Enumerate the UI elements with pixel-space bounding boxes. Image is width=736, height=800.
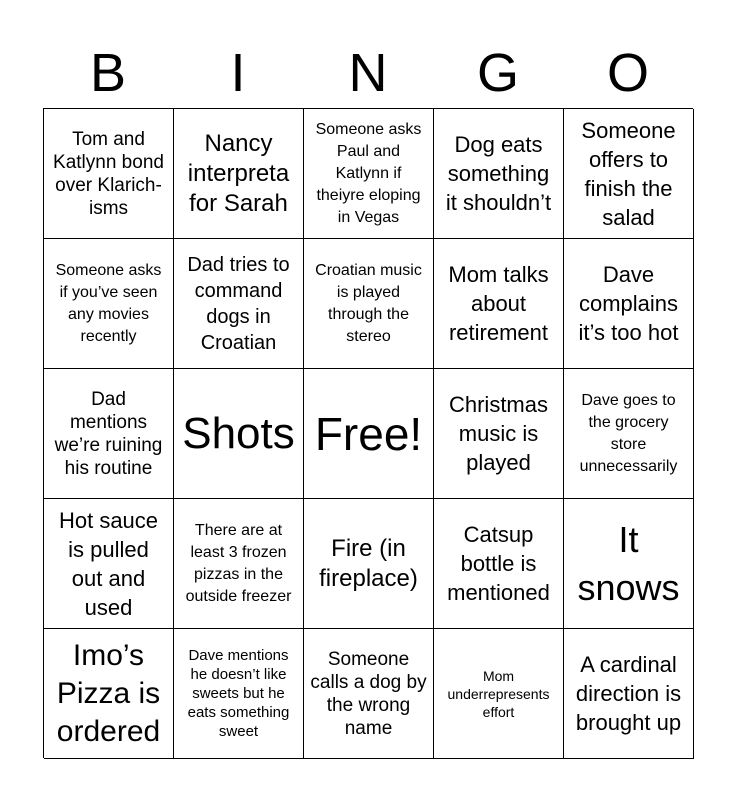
- cell-text: Dog eats something it shouldn’t: [445, 132, 552, 215]
- cell-text: Mom talks about retirement: [448, 262, 549, 345]
- cell-text: Nancy interpreta for Sarah: [187, 129, 290, 217]
- header-letter-g: G: [476, 43, 519, 103]
- bingo-header: [43, 40, 693, 106]
- cell-text: Mom underrepresents effort: [447, 667, 550, 720]
- bingo-cell-r2c4[interactable]: [434, 239, 564, 369]
- bingo-cell-r1c4[interactable]: [434, 109, 564, 239]
- cell-text: Croatian music is played through the stereo: [315, 261, 422, 345]
- bingo-cell-r4c3[interactable]: [304, 499, 434, 629]
- bingo-cell-r4c4[interactable]: [434, 499, 564, 629]
- cell-text: A cardinal direction is brought up: [575, 652, 682, 735]
- bingo-cell-r1c3[interactable]: [304, 109, 434, 239]
- cell-text: Dave goes to the grocery store unnecessarily: [579, 391, 678, 475]
- header-letter-b: B: [89, 43, 127, 103]
- bingo-cell-r4c5[interactable]: [564, 499, 694, 629]
- bingo-cell-r2c2[interactable]: [174, 239, 304, 369]
- cell-text: Tom and Katlynn bond over Klarich-isms: [53, 128, 164, 219]
- cell-text: Hot sauce is pulled out and used: [58, 507, 159, 620]
- cell-text: Someone asks Paul and Katlynn if theiyre eloping in Vegas: [315, 120, 422, 226]
- bingo-cell-r1c1[interactable]: [44, 109, 174, 239]
- bingo-cell-r3c2[interactable]: [174, 369, 304, 499]
- bingo-cell-r3c1[interactable]: [44, 369, 174, 499]
- bingo-cell-r2c3[interactable]: [304, 239, 434, 369]
- cell-text: There are at least 3 frozen pizzas in the outside freezer: [185, 521, 292, 605]
- cell-text: Imo’s Pizza is ordered: [56, 638, 161, 748]
- cell-text: Free!: [314, 407, 423, 460]
- bingo-cell-r5c3[interactable]: [304, 629, 434, 759]
- cell-text: Dad tries to command dogs in Croatian: [187, 253, 290, 354]
- bingo-cell-r1c5[interactable]: [564, 109, 694, 239]
- cell-text: Someone calls a dog by the wrong name: [310, 648, 427, 739]
- cell-text: Catsup bottle is mentioned: [447, 522, 550, 605]
- cell-text: Dad mentions we’re ruining his routine: [54, 388, 163, 479]
- bingo-cell-r2c5[interactable]: [564, 239, 694, 369]
- cell-text: Fire (in fireplace): [319, 534, 418, 592]
- cell-text: Shots: [182, 408, 295, 458]
- bingo-cell-r3c3[interactable]: [304, 369, 434, 499]
- bingo-cell-r5c5[interactable]: [564, 629, 694, 759]
- header-letter-o: O: [606, 43, 649, 103]
- bingo-cell-r1c2[interactable]: [174, 109, 304, 239]
- bingo-cell-r3c5[interactable]: [564, 369, 694, 499]
- cell-text: Someone offers to finish the salad: [581, 117, 676, 230]
- cell-text: Dave complains it’s too hot: [578, 262, 679, 345]
- cell-text: Someone asks if you’ve seen any movies recently: [55, 261, 162, 345]
- bingo-cell-r4c1[interactable]: [44, 499, 174, 629]
- header-letter-n: N: [348, 43, 388, 103]
- bingo-cell-r5c2[interactable]: [174, 629, 304, 759]
- bingo-cell-r3c4[interactable]: [434, 369, 564, 499]
- cell-text: Christmas music is played: [448, 392, 548, 475]
- cell-text: It snows: [577, 518, 680, 608]
- bingo-cell-r5c4[interactable]: [434, 629, 564, 759]
- bingo-cell-r4c2[interactable]: [174, 499, 304, 629]
- bingo-board: [43, 108, 693, 758]
- header-letter-i: I: [230, 43, 246, 103]
- bingo-cell-r2c1[interactable]: [44, 239, 174, 369]
- cell-text: Dave mentions he doesn’t like sweets but he eats something sweet: [187, 647, 290, 740]
- bingo-cell-r5c1[interactable]: [44, 629, 174, 759]
